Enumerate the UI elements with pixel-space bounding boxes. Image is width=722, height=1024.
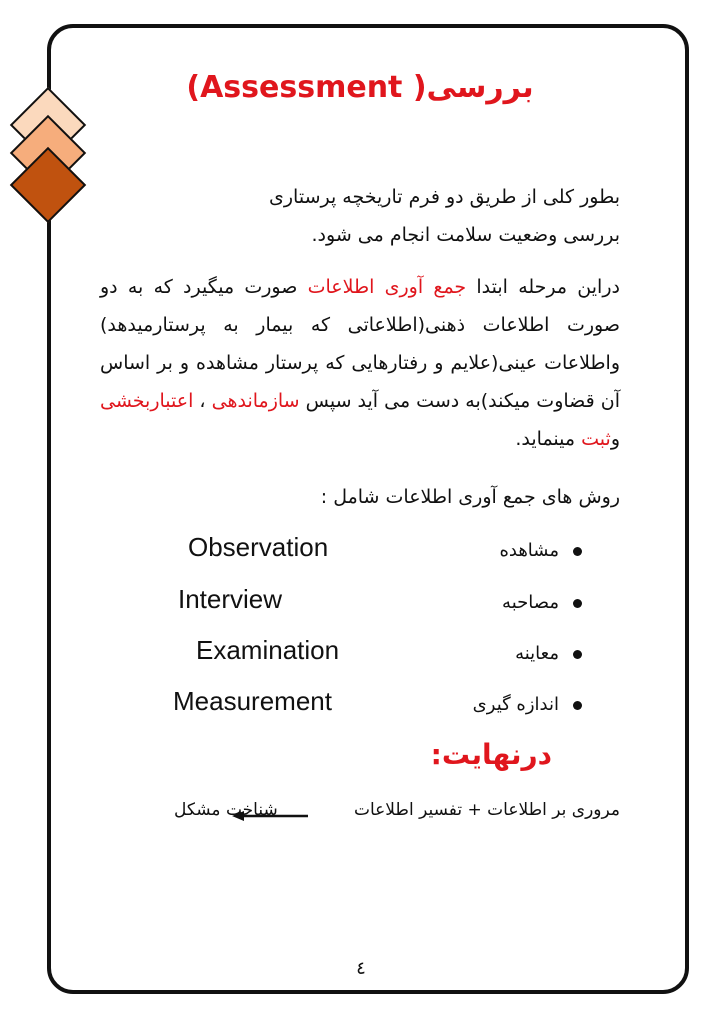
page-number: ٤ bbox=[356, 958, 366, 979]
highlight-recording: ثبت bbox=[581, 428, 611, 450]
method-en: Observation bbox=[188, 532, 329, 562]
bullet-dot-icon bbox=[573, 599, 582, 608]
method-item bbox=[462, 694, 582, 715]
text-segment: صورت میگیرد که به دو صورت اطلاعات ذهنی(اطلاعاتی که بیمار به پرستارمیدهد) واطلاعات عینی(علایم و رفتارهایی که پرستار مشاهده و بر اساس آن قضاوت میکند)به دست می آید سپس bbox=[100, 276, 620, 412]
text-segment: مینماید. bbox=[515, 428, 582, 450]
method-item bbox=[462, 592, 582, 613]
method-en: Interview bbox=[178, 584, 283, 614]
text-segment: و bbox=[610, 428, 620, 450]
method-item bbox=[462, 643, 582, 664]
page-title: بررسی( Assessment) bbox=[186, 70, 534, 105]
highlight-data-collection: جمع آوری اطلاعات bbox=[307, 276, 467, 298]
intro-paragraph: بطور کلی از طریق دو فرم تاریخچه پرستاری بررسی وضعیت سلامت انجام می شود. bbox=[269, 186, 620, 246]
bullet-dot-icon bbox=[573, 701, 582, 710]
method-en: Measurement bbox=[173, 686, 332, 716]
bullet-dot-icon bbox=[573, 650, 582, 659]
bullet-dot-icon bbox=[573, 547, 582, 556]
method-fa: مشاهده bbox=[499, 540, 559, 561]
process-paragraph bbox=[100, 268, 620, 458]
highlight-organizing: سازماندهی bbox=[211, 390, 300, 412]
methods-intro: روش های جمع آوری اطلاعات شامل : bbox=[320, 486, 620, 508]
method-fa: مصاحبه bbox=[502, 592, 559, 613]
conclusion-expression: مروری بر اطلاعات + تفسیر اطلاعات bbox=[353, 800, 620, 820]
method-fa: اندازه گیری bbox=[472, 694, 559, 715]
conclusion-result: شناخت مشکل bbox=[174, 800, 278, 820]
method-item bbox=[462, 540, 582, 561]
method-fa: معاینه bbox=[515, 643, 559, 664]
method-en: Examination bbox=[196, 635, 340, 665]
text-segment: ، bbox=[193, 390, 212, 412]
conclusion-heading: درنهایت: bbox=[430, 738, 552, 771]
text-segment: دراین مرحله ابتدا bbox=[466, 276, 620, 298]
highlight-validation: اعتباربخشی bbox=[100, 390, 194, 412]
